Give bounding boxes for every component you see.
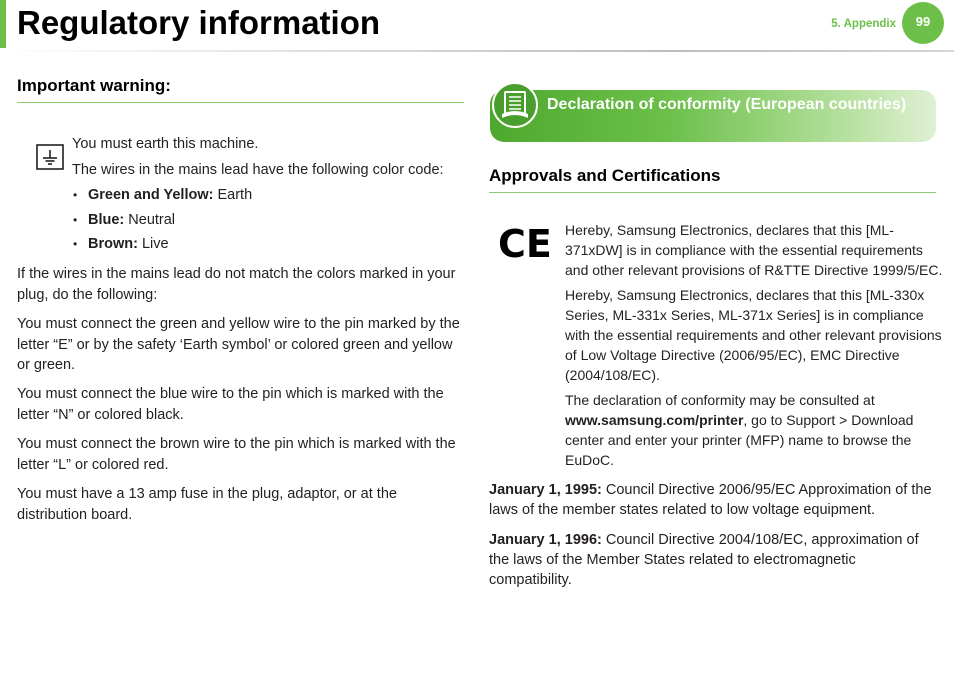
book-icon <box>494 84 536 126</box>
consult-suffix: , go to Support > Download center and enter your printer (MFP) name to browse the EuDoC. <box>565 412 914 468</box>
wire-color-value: Live <box>141 236 169 252</box>
list-item <box>72 209 252 234</box>
chapter-label[interactable]: 5. Appendix <box>831 18 896 30</box>
wire-color-label: Blue: <box>88 211 125 228</box>
consult-paragraph <box>565 390 947 470</box>
warning-line: You must earth this machine. <box>72 136 259 152</box>
wire-color-label: Green and Yellow: <box>88 187 214 203</box>
body-paragraph: If the wires in the mains lead do not match the colors marked in your plug, do the following: <box>17 266 456 303</box>
earth-ground-note-icon <box>36 144 64 170</box>
wire-color-value: Earth <box>217 187 253 203</box>
page-title: Regulatory information <box>17 4 381 41</box>
body-paragraph: You must have a 13 amp fuse in the plug, adaptor, or at the distribution board. <box>17 486 397 523</box>
list-item <box>72 184 252 209</box>
list-item <box>72 233 252 258</box>
header-divider <box>0 50 954 52</box>
approvals-heading: Approvals and Certifications <box>489 166 721 185</box>
ce-mark-graphic <box>498 224 552 262</box>
directive-date: January 1, 1996: <box>489 532 602 548</box>
declaration-paragraph: Hereby, Samsung Electronics, declares that this [ML-371xDW] is in compliance with the essential requirements and other relevant provisions of R&TTE Directive 1999/5/EC. <box>565 222 943 278</box>
wire-color-label: Brown: <box>88 236 138 252</box>
wire-color-value: Neutral <box>128 211 176 228</box>
directive-date: January 1, 1995: <box>489 482 602 498</box>
important-warning-heading: Important warning: <box>17 76 171 95</box>
declaration-banner-title: Declaration of conformity (European countries) <box>547 96 907 113</box>
ce-mark-icon <box>498 224 552 262</box>
consult-prefix: The declaration of conformity may be consulted at <box>565 392 875 408</box>
important-warning-rule <box>17 102 464 103</box>
warning-line: The wires in the mains lead have the following color code: <box>72 162 444 178</box>
declaration-icon-badge <box>492 82 538 128</box>
samsung-printer-link[interactable]: www.samsung.com/printer <box>565 412 744 428</box>
wire-color-list <box>72 184 252 258</box>
directive-date-paragraph <box>489 530 941 590</box>
header-accent-bar <box>0 0 6 48</box>
ce-mark-text: CE <box>498 224 552 262</box>
body-paragraph: You must connect the blue wire to the pin which is marked with the letter “N” or colored black. <box>17 386 444 423</box>
declaration-paragraph: Hereby, Samsung Electronics, declares that this [ML-330x Series, ML-331x Series, ML-371x Series] is in compliance with the essential requirements and other relevant provisions of Low Voltage Directive (2006/95/EC), EMC Directive (2004/108/EC). <box>565 287 942 383</box>
body-paragraph: You must connect the brown wire to the pin which is marked with the letter “L” or colored red. <box>17 436 456 473</box>
approvals-rule <box>489 192 936 193</box>
directive-date-paragraph <box>489 480 941 520</box>
page-number-badge: 99 <box>902 2 944 44</box>
directive-text: Council Directive 2006/95/EC Approximation of the laws of the member states related to low voltage equipment. <box>489 482 932 518</box>
body-paragraph: You must connect the green and yellow wire to the pin marked by the letter “E” or by the safety ‘Earth symbol’ or colored green and yellow or green. <box>17 316 460 373</box>
directive-text: Council Directive 2004/108/EC, approximation of the laws of the Member States related to electromagnetic compatibility. <box>489 532 919 588</box>
